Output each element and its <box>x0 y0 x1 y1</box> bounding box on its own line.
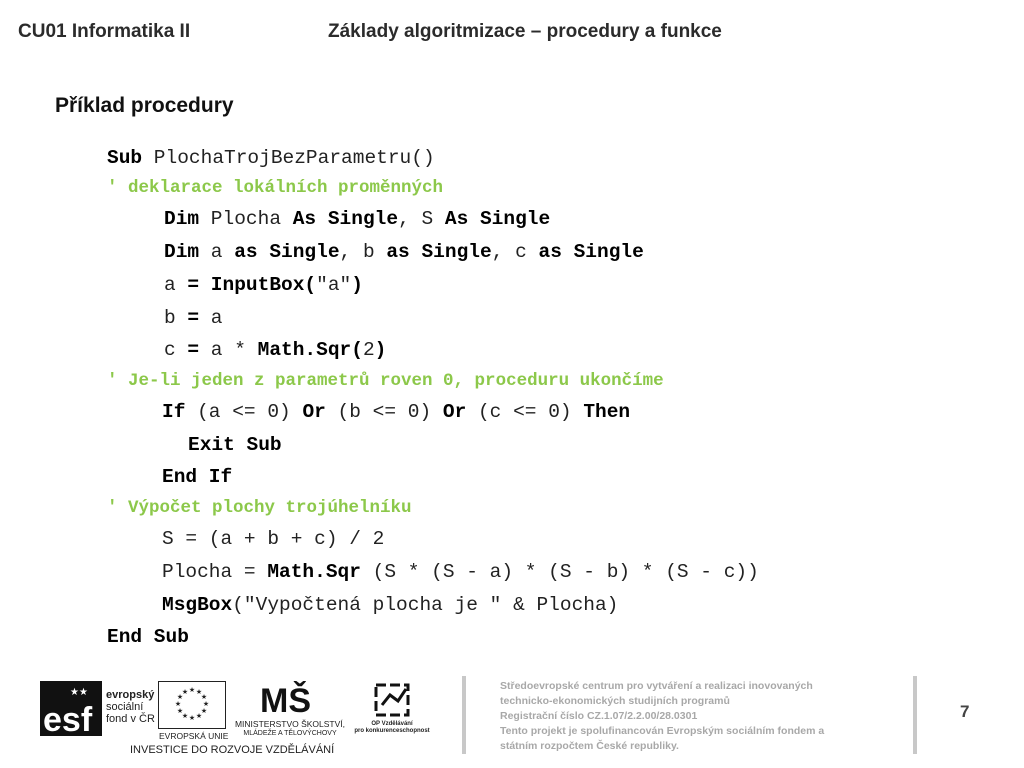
slide-subtitle: Příklad procedury <box>55 94 234 117</box>
esf-label: evropský sociální fond v ČR <box>106 689 155 725</box>
svg-text:★: ★ <box>200 707 208 715</box>
code-comment: ' Výpočet plochy trojúhelníku <box>107 498 412 518</box>
code-line: Dim a as Single, b as Single, c as Single <box>164 241 644 263</box>
code-line: c = a * Math.Sqr(2) <box>164 339 387 361</box>
svg-text:esf: esf <box>43 701 93 736</box>
code-line: S = (a + b + c) / 2 <box>162 528 385 550</box>
footer-logos <box>0 670 460 768</box>
svg-text:★: ★ <box>188 714 196 722</box>
code-line: b = a <box>164 307 223 329</box>
project-info: Středoevropské centrum pro vytváření a realizaci inovovaných technicko-ekonomických studijních programů Registrační číslo CZ.1.07/2.2.00/28.0301 Tento projekt je spolufinancován Evropským sociálním fondem a státním rozpočtem České republiky. <box>500 680 825 752</box>
code-line: Exit Sub <box>188 434 282 456</box>
svg-text:★: ★ <box>202 700 210 708</box>
footer-divider <box>913 676 917 754</box>
msmt-logo <box>258 678 318 718</box>
svg-text:★★: ★★ <box>70 687 88 698</box>
code-comment: ' Je-li jeden z parametrů roven 0, proceduru ukončíme <box>107 371 664 391</box>
eu-label: EVROPSKÁ UNIE <box>159 731 229 741</box>
code-line: Dim Plocha As Single, S As Single <box>164 208 551 230</box>
code-line: Sub PlochaTrojBezParametru() <box>107 147 435 169</box>
code-line: a = InputBox("a") <box>164 274 363 296</box>
svg-text:★: ★ <box>174 700 182 708</box>
op-label: OP Vzdělávání pro konkurenceschopnost <box>354 721 430 734</box>
svg-text:★: ★ <box>200 693 208 701</box>
code-line: End Sub <box>107 626 189 648</box>
svg-text:★: ★ <box>195 688 203 696</box>
code-line: If (a <= 0) Or (b <= 0) Or (c <= 0) Then <box>162 401 631 423</box>
code-line: End If <box>162 466 233 488</box>
code-comment: ' deklarace lokálních proměnných <box>107 178 444 198</box>
svg-text:★: ★ <box>195 712 203 720</box>
svg-text:★: ★ <box>181 712 189 720</box>
eu-flag-logo <box>158 681 226 729</box>
svg-text:★: ★ <box>176 707 184 715</box>
slide-topic: Základy algoritmizace – procedury a funkce <box>328 21 722 42</box>
svg-text:MŠ: MŠ <box>260 682 311 718</box>
esf-logo <box>40 681 102 736</box>
page-number: 7 <box>960 702 970 721</box>
svg-text:★: ★ <box>176 693 184 701</box>
msmt-label: MINISTERSTVO ŠKOLSTVÍ, MLÁDEŽE A TĚLOVÝCHOVY <box>234 719 346 737</box>
footer-divider <box>462 676 466 754</box>
code-line: MsgBox("Vypočtená plocha je " & Plocha) <box>162 594 619 616</box>
course-title: CU01 Informatika II <box>18 21 191 42</box>
svg-text:★: ★ <box>181 688 189 696</box>
code-line: Plocha = Math.Sqr (S * (S - a) * (S - b) * (S - c)) <box>162 561 759 583</box>
svg-text:★: ★ <box>188 686 196 694</box>
op-vk-logo <box>370 681 414 719</box>
investice-slogan: INVESTICE DO ROZVOJE VZDĚLÁVÁNÍ <box>130 744 335 756</box>
